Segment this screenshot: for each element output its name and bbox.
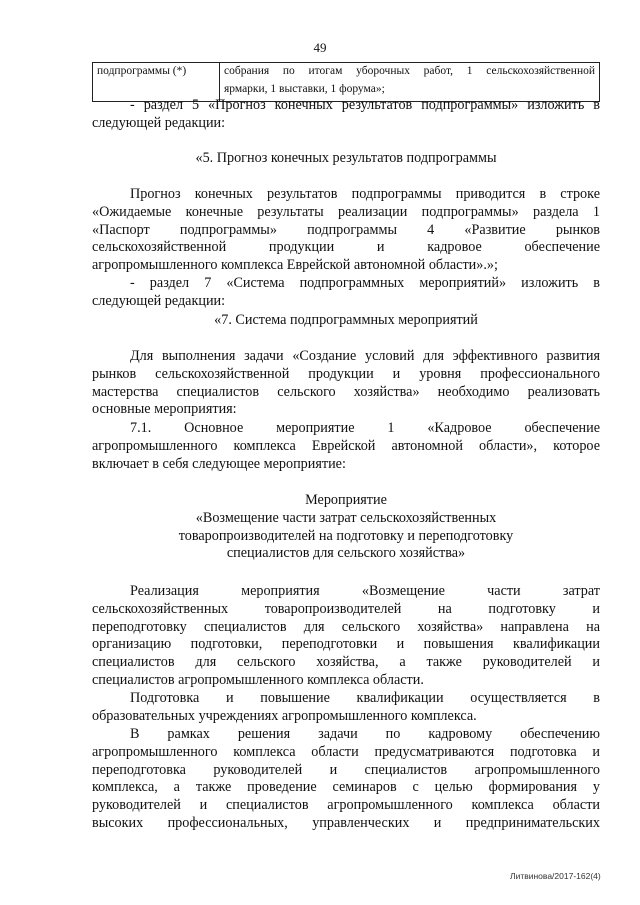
table-cell-line: собрания по итогам уборочных работ, 1 сельскохозяйственной: [224, 65, 595, 77]
paragraph-line: организацию подготовки, переподготовки и повышения квалификации: [92, 636, 600, 653]
table-cell-line: ярмарки, 1 выставки, 1 форума»;: [224, 82, 385, 95]
paragraph-line: мастерства специалистов сельского хозяйства» необходимо реализовать: [92, 383, 600, 400]
paragraph-line: агропромышленного комплекса Еврейской автономной области».»;: [92, 257, 498, 274]
section-heading-7: [92, 312, 600, 330]
paragraph-line: 7.1. Основное мероприятие 1 «Кадровое обеспечение: [130, 420, 600, 436]
paragraph-line: сельскохозяйственных товаропроизводителей на подготовку и: [92, 600, 600, 617]
table-cell-label: подпрограммы (*): [93, 63, 220, 102]
paragraph-section5-intro: [92, 97, 600, 133]
paragraph-line: «Ожидаемые конечные результаты реализации подпрограммы» раздела 1: [92, 203, 600, 220]
paragraph-line: переподготовка руководителей и специалистов агропромышленного: [92, 761, 600, 778]
paragraph-line: Реализация мероприятия «Возмещение части затрат: [130, 583, 600, 599]
heading-line: «5. Прогноз конечных результатов подпрограммы: [195, 150, 497, 166]
paragraph-line: специалистов для сельского хозяйства, а также руководителей и: [92, 654, 600, 671]
heading-line: «7. Система подпрограммных мероприятий: [214, 312, 478, 328]
measure-title-line: Мероприятие: [305, 492, 387, 508]
paragraph-line: переподготовку специалистов для сельского хозяйства» направлена на: [92, 618, 600, 635]
paragraph-line: комплекса, а также проведение семинаров с целью формирования у: [92, 779, 600, 796]
paragraph-line: специалистов агропромышленного комплекса области.: [92, 671, 424, 688]
paragraph-implementation: [92, 583, 600, 690]
table-cell-value: [220, 63, 600, 102]
paragraph-line: включает в себя следующее мероприятие:: [92, 455, 346, 472]
measure-title: [92, 492, 600, 563]
paragraph-line: - раздел 5 «Прогноз конечных результатов подпрограммы» изложить в: [130, 97, 600, 113]
paragraph-line: высоких профессиональных, управленческих и предпринимательских: [92, 814, 600, 831]
measure-title-line: товаропроизводителей на подготовку и переподготовку: [178, 527, 514, 544]
paragraph-line: образовательных учреждениях агропромышленного комплекса.: [92, 707, 477, 724]
paragraph-line: агропромышленного комплекса Еврейской автономной области», которое: [92, 437, 600, 454]
measure-title-line: «Возмещение части затрат сельскохозяйственных: [195, 509, 497, 526]
page-number: 49: [313, 40, 327, 55]
paragraph-main-measure: [92, 420, 600, 473]
paragraph-section7-intro: [92, 275, 600, 311]
paragraph-line: «Паспорт подпрограммы» подпрограммы 4 «Развитие рынков: [92, 221, 600, 238]
paragraph-line: основные мероприятия:: [92, 401, 237, 418]
paragraph-line: Для выполнения задачи «Создание условий для эффективного развития: [130, 348, 600, 364]
paragraph-line: руководителей и специалистов агропромышленного комплекса области: [92, 797, 600, 814]
table-row: [93, 63, 600, 102]
paragraph-line: Прогноз конечных результатов подпрограммы приводится в строке: [130, 186, 600, 202]
paragraph-line: рынков сельскохозяйственной продукции и уровня профессионального: [92, 365, 600, 382]
section-heading-5: [92, 150, 600, 168]
paragraph-staffing: [92, 726, 600, 833]
paragraph-line: агропромышленного комплекса области предусматриваются подготовка и: [92, 743, 600, 760]
paragraph-line: Подготовка и повышение квалификации осуществляется в: [130, 690, 600, 706]
paragraph-line: В рамках решения задачи по кадровому обеспечению: [130, 726, 600, 742]
paragraph-line: - раздел 7 «Система подпрограммных мероприятий» изложить в: [130, 275, 600, 291]
paragraph-line: следующей редакции:: [92, 292, 226, 309]
paragraph-line: следующей редакции:: [92, 114, 226, 131]
paragraph-forecast: [92, 186, 600, 275]
paragraph-line: сельскохозяйственной продукции и кадровое обеспечение: [92, 239, 600, 256]
measure-title-line: специалистов для сельского хозяйства»: [226, 545, 466, 562]
paragraph-training: [92, 690, 600, 726]
document-footer-code: Литвинова/2017-162(4): [510, 871, 601, 881]
continuation-table: [92, 62, 600, 102]
paragraph-task: [92, 348, 600, 419]
